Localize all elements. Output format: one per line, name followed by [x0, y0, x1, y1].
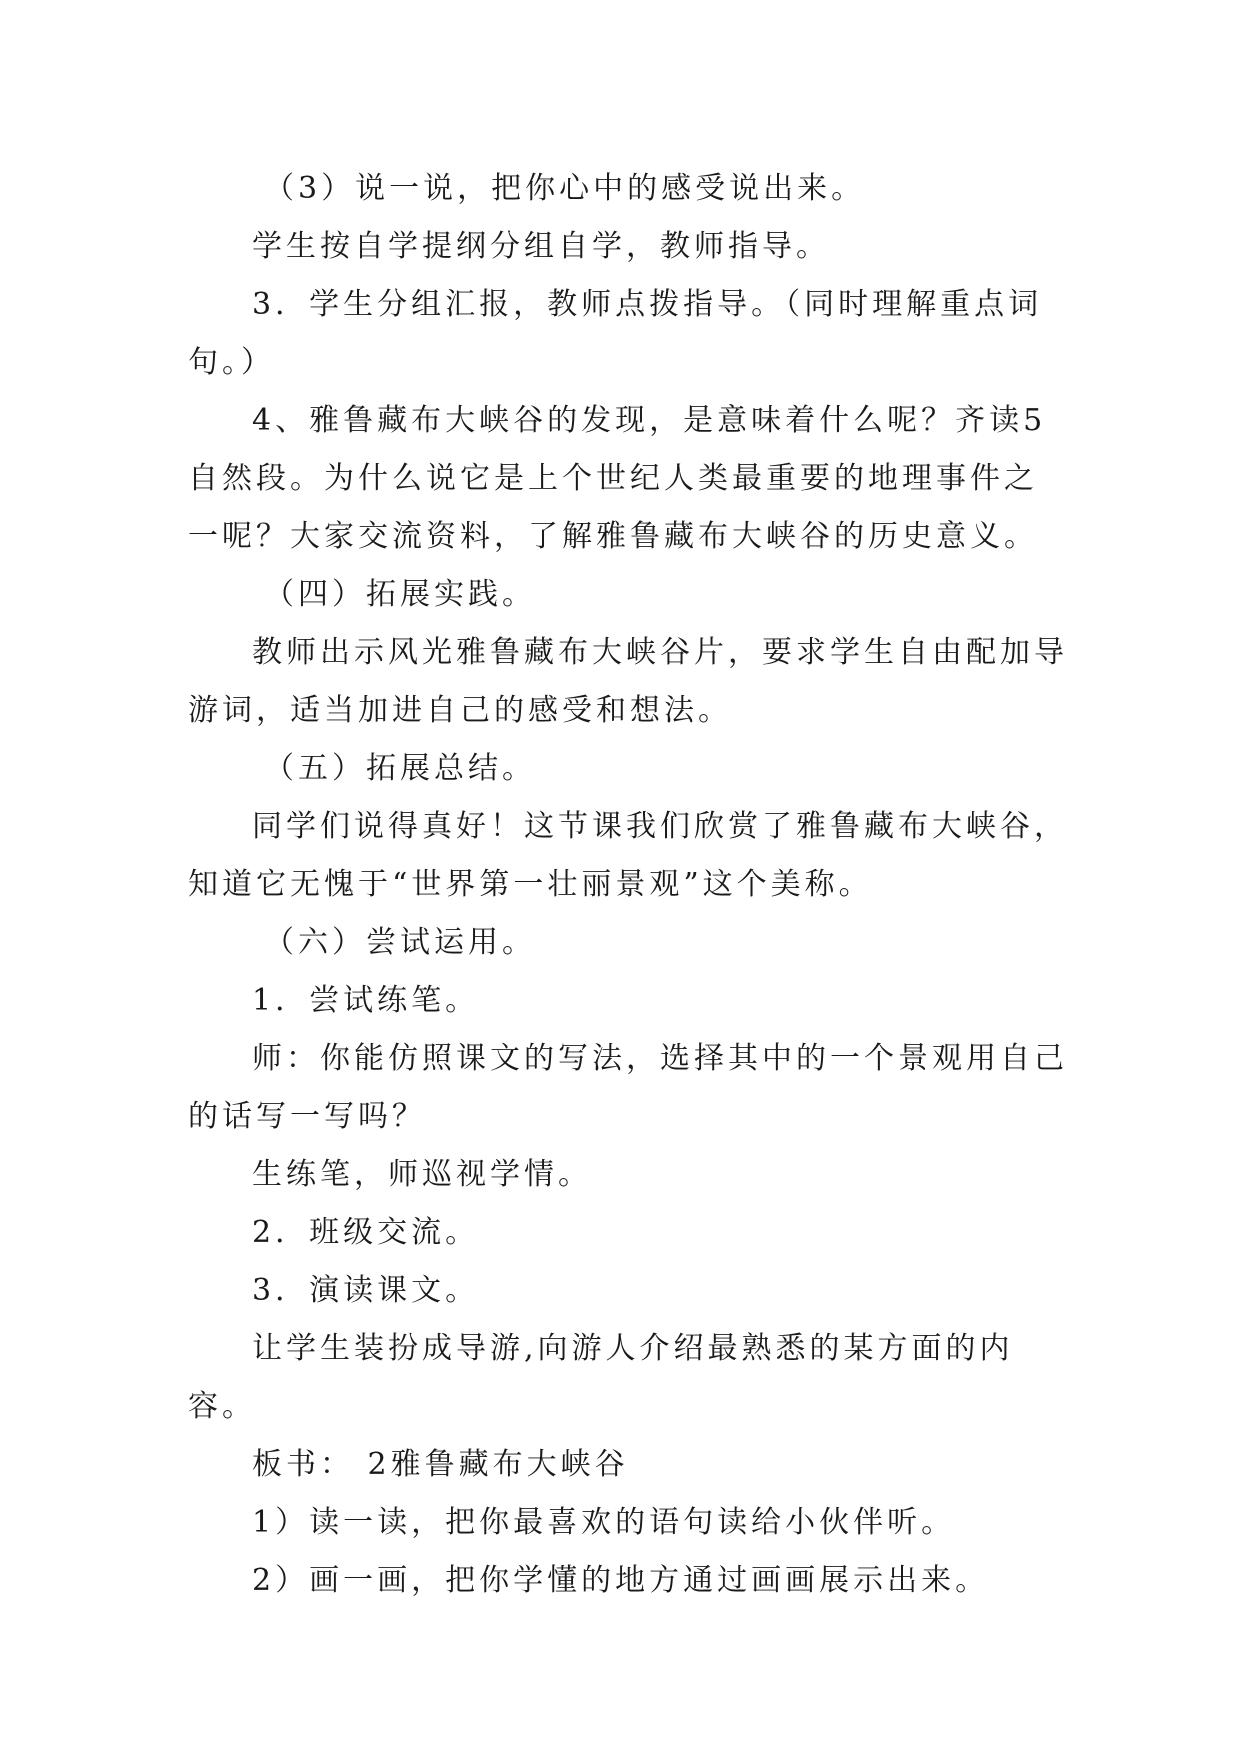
- paragraph: 生练笔，师巡视学情。: [252, 1157, 592, 1192]
- paragraph: 让学生装扮成导游,向游人介绍最熟悉的某方面的内容。: [188, 1331, 1014, 1424]
- paragraph: 教师出示风光雅鲁藏布大峡谷片，要求学生自由配加导游词，适当加进自己的感受和想法。: [188, 635, 1068, 728]
- paragraph: 3．学生分组汇报，教师点拨指导。（同时理解重点词句。）: [188, 287, 1043, 380]
- paragraph: 2．班级交流。: [252, 1215, 480, 1250]
- paragraph: 2）画一画，把你学懂的地方通过画画展示出来。: [252, 1563, 990, 1598]
- paragraph: 板书： 2雅鲁藏布大峡谷: [252, 1447, 629, 1482]
- paragraph: 师：你能仿照课文的写法，选择其中的一个景观用自己的话写一写吗？: [188, 1041, 1068, 1134]
- paragraph: （四）拓展实践。: [264, 577, 536, 612]
- paragraph: 1．尝试练笔。: [252, 983, 480, 1018]
- paragraph: 4、雅鲁藏布大峡谷的发现，是意味着什么呢？齐读5自然段。为什么说它是上个世纪人类最重要的地理事件之一呢？大家交流资料，了解雅鲁藏布大峡谷的历史意义。: [188, 403, 1047, 554]
- paragraph: （3）说一说，把你心中的感受说出来。: [264, 171, 866, 206]
- document-body: [188, 160, 1068, 1610]
- paragraph: 1）读一读，把你最喜欢的语句读给小伙伴听。: [252, 1505, 956, 1540]
- paragraph: 3．演读课文。: [252, 1273, 480, 1308]
- paragraph: 同学们说得真好！这节课我们欣赏了雅鲁藏布大峡谷，知道它无愧于“世界第一壮丽景观”这个美称。: [188, 809, 1068, 902]
- paragraph: （六）尝试运用。: [264, 925, 536, 960]
- paragraph: （五）拓展总结。: [264, 751, 536, 786]
- paragraph: 学生按自学提纲分组自学，教师指导。: [252, 229, 830, 264]
